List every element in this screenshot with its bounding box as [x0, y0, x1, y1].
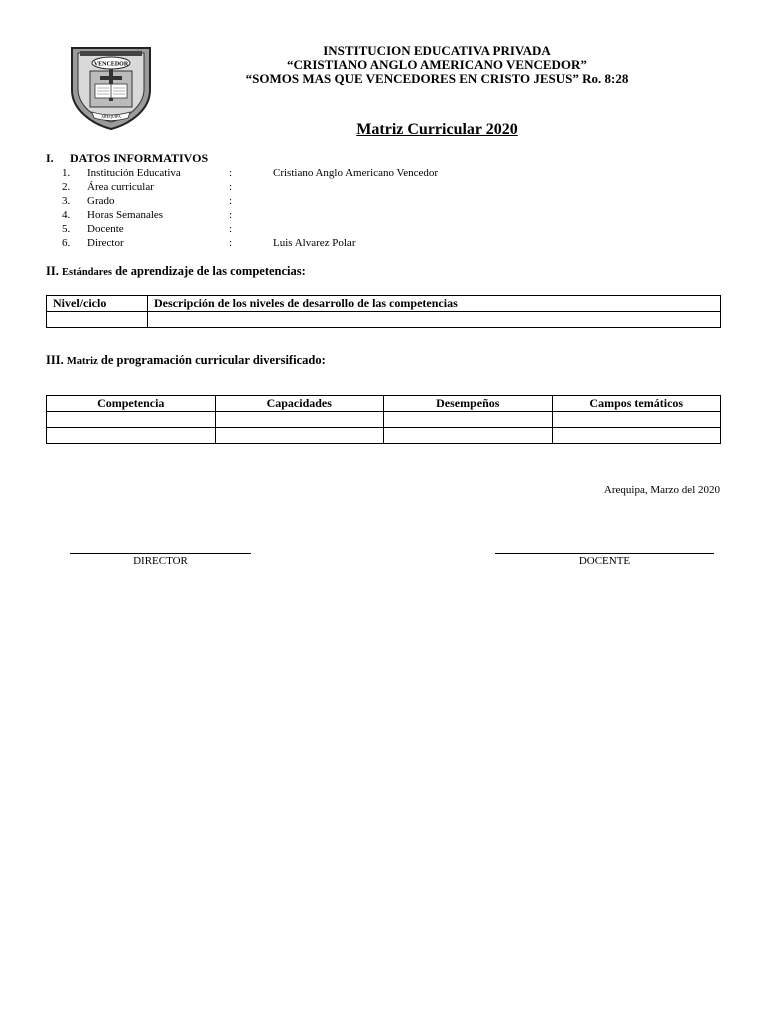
info-item-label: Horas Semanales	[87, 209, 164, 221]
svg-text:AREQUIPA: AREQUIPA	[101, 114, 121, 119]
table-cell[interactable]	[47, 412, 216, 428]
section-2-title: de aprendizaje de las competencias:	[115, 264, 306, 278]
section-3-title-small: Matriz	[66, 356, 98, 367]
info-item-number: 3.	[62, 195, 71, 207]
header-line-3: “SOMOS MAS QUE VENCEDORES EN CRISTO JESUS” Ro. 8:28	[245, 71, 629, 86]
document-title-wrapper	[0, 121, 768, 139]
header-line-1: INSTITUCION EDUCATIVA PRIVADA	[323, 43, 551, 58]
table-cell[interactable]	[384, 428, 553, 444]
teacher-signature-label: DOCENTE	[578, 555, 631, 567]
place-date: Arequipa, Marzo del 2020	[603, 484, 720, 496]
info-item-label: Docente	[87, 223, 124, 235]
table-row	[47, 312, 721, 328]
table-cell[interactable]	[215, 412, 384, 428]
info-item-number: 1.	[62, 167, 71, 179]
section-1-title: DATOS INFORMATIVOS	[70, 151, 209, 165]
table-cell[interactable]	[47, 428, 216, 444]
info-item	[62, 180, 438, 194]
table-cell[interactable]	[384, 412, 553, 428]
header-competencia: Competencia	[47, 396, 216, 412]
info-item-number: 6.	[62, 237, 71, 249]
section-1-numeral: I.	[46, 151, 54, 165]
info-item-colon: :	[229, 237, 233, 249]
info-item	[62, 194, 438, 208]
svg-text:VENCEDOR: VENCEDOR	[93, 61, 129, 68]
section-2-numeral: II.	[46, 264, 59, 278]
table-cell[interactable]	[552, 412, 721, 428]
header-descripcion: Descripción de los niveles de desarrollo de las competencias	[148, 296, 721, 312]
info-item-colon: :	[229, 223, 233, 235]
info-item-value: Cristiano Anglo Americano Vencedor	[273, 167, 439, 179]
header-line-2: “CRISTIANO ANGLO AMERICANO VENCEDOR”	[287, 57, 587, 72]
info-item	[62, 208, 438, 222]
header-campos-tematicos: Campos temáticos	[552, 396, 721, 412]
info-item-colon: :	[229, 181, 233, 193]
info-item-number: 5.	[62, 223, 71, 235]
info-item-label: Grado	[87, 195, 115, 207]
info-item	[62, 236, 438, 250]
info-item-number: 4.	[62, 209, 71, 221]
table-cell[interactable]	[47, 312, 148, 328]
section-2-heading	[46, 264, 306, 279]
school-header	[200, 44, 674, 86]
info-item	[62, 222, 438, 236]
table-cell[interactable]	[215, 428, 384, 444]
info-item-colon: :	[229, 195, 233, 207]
info-item-label: Área curricular	[87, 181, 154, 193]
school-crest-logo	[66, 44, 156, 130]
info-item-colon: :	[229, 167, 233, 179]
standards-table	[46, 295, 721, 328]
table-row	[47, 428, 721, 444]
programming-matrix-table	[46, 395, 721, 444]
table-header-row	[47, 396, 721, 412]
info-item	[62, 166, 438, 180]
table-cell[interactable]	[148, 312, 721, 328]
info-item-label: Director	[87, 237, 124, 249]
header-nivel-ciclo: Nivel/ciclo	[47, 296, 148, 312]
info-item-value: Luis Alvarez Polar	[273, 237, 356, 249]
header-capacidades: Capacidades	[215, 396, 384, 412]
director-signature-label: DIRECTOR	[133, 555, 188, 567]
teacher-signature-line	[495, 553, 714, 567]
table-row	[47, 412, 721, 428]
info-list	[62, 166, 438, 250]
header-desempenos: Desempeños	[384, 396, 553, 412]
document-title: Matriz Curricular 2020	[356, 121, 518, 138]
director-signature-line	[70, 553, 251, 567]
section-2-title-small: Estándares	[61, 267, 112, 278]
info-item-label: Institución Educativa	[87, 167, 181, 179]
section-3-numeral: III.	[46, 353, 64, 367]
table-header-row	[47, 296, 721, 312]
section-3-heading	[46, 353, 326, 368]
section-3-title: de programación curricular diversificado:	[100, 353, 326, 367]
info-item-number: 2.	[62, 181, 71, 193]
section-1-heading	[46, 151, 208, 166]
table-cell[interactable]	[552, 428, 721, 444]
info-item-colon: :	[229, 209, 233, 221]
